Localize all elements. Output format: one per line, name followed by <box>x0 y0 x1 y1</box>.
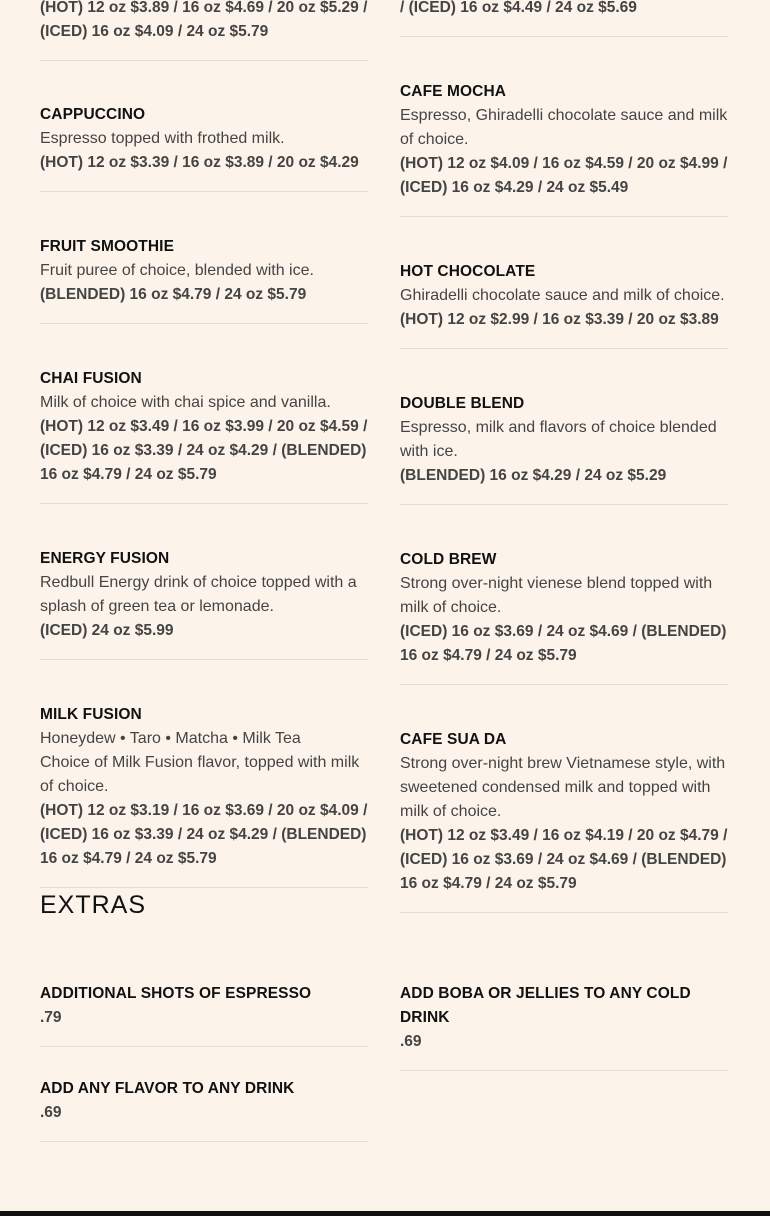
menu-item-chai-fusion <box>40 367 368 504</box>
item-flavors: Honeydew • Taro • Matcha • Milk Tea <box>40 730 301 747</box>
menu-item-cafe-mocha <box>400 80 728 217</box>
menu-column-right <box>400 0 728 956</box>
item-name: CAFE SUA DA <box>400 731 507 748</box>
menu-item-cappuccino <box>40 103 368 192</box>
extra-item-boba-jellies <box>400 982 728 1071</box>
item-price: (HOT) 12 oz $3.89 / 16 oz $4.69 / 20 oz $5.29 / (ICED) 16 oz $4.09 / 24 oz $5.79 <box>40 0 368 40</box>
item-description: Espresso topped with frothed milk. <box>40 130 285 147</box>
item-description: Choice of Milk Fusion flavor, topped with milk of choice. <box>40 754 360 795</box>
item-price: (HOT) 12 oz $3.39 / 16 oz $3.89 / 20 oz $4.29 <box>40 154 359 171</box>
footer-bar <box>0 1211 770 1216</box>
menu-item-fruit-smoothie <box>40 235 368 324</box>
item-name: CHAI FUSION <box>40 370 142 387</box>
item-price: .79 <box>40 1009 62 1026</box>
item-price: .69 <box>40 1104 62 1121</box>
menu-item-hot-chocolate <box>400 260 728 349</box>
item-name: ADD ANY FLAVOR TO ANY DRINK <box>40 1080 295 1097</box>
extra-item-flavor <box>40 1077 368 1142</box>
item-name: CAFE MOCHA <box>400 83 507 100</box>
item-price: / (ICED) 16 oz $4.49 / 24 oz $5.69 <box>400 0 637 16</box>
item-price: (ICED) 16 oz $3.69 / 24 oz $4.69 / (BLENDED) 16 oz $4.79 / 24 oz $5.79 <box>400 623 727 664</box>
item-name: ADDITIONAL SHOTS OF ESPRESSO <box>40 985 312 1002</box>
item-description: Strong over-night vienese blend topped with milk of choice. <box>400 575 713 616</box>
item-price: (HOT) 12 oz $3.49 / 16 oz $3.99 / 20 oz $4.59 / (ICED) 16 oz $3.39 / 24 oz $4.29 / (BLENDED) 16 oz $4.79 / 24 oz $5.79 <box>40 418 368 483</box>
item-description: Redbull Energy drink of choice topped with a splash of green tea or lemonade. <box>40 574 357 615</box>
item-name: ENERGY FUSION <box>40 550 170 567</box>
menu-item-cold-brew <box>400 548 728 685</box>
item-price: (HOT) 12 oz $2.99 / 16 oz $3.39 / 20 oz $3.89 <box>400 311 719 328</box>
menu-item-cafe-sua-da <box>400 728 728 913</box>
item-price: (BLENDED) 16 oz $4.29 / 24 oz $5.29 <box>400 467 667 484</box>
item-price: (BLENDED) 16 oz $4.79 / 24 oz $5.79 <box>40 286 307 303</box>
section-title-extras: EXTRAS <box>40 891 147 919</box>
item-description: Strong over-night brew Vietnamese style, with sweetened condensed milk and topped with milk of choice. <box>400 755 726 820</box>
item-name: DOUBLE BLEND <box>400 395 525 412</box>
menu-item-milk-fusion <box>40 703 368 888</box>
item-price: (HOT) 12 oz $4.09 / 16 oz $4.59 / 20 oz $4.99 / (ICED) 16 oz $4.29 / 24 oz $5.49 <box>400 155 728 196</box>
item-description: Espresso, milk and flavors of choice blended with ice. <box>400 419 717 460</box>
item-name: FRUIT SMOOTHIE <box>40 238 175 255</box>
item-price: (HOT) 12 oz $3.19 / 16 oz $3.69 / 20 oz $4.09 / (ICED) 16 oz $3.39 / 24 oz $4.29 / (BLENDED) 16 oz $4.79 / 24 oz $5.79 <box>40 802 368 867</box>
menu-column-left <box>40 0 368 931</box>
menu-item <box>40 0 368 61</box>
item-price: (ICED) 24 oz $5.99 <box>40 622 174 639</box>
item-price: .69 <box>400 1033 422 1050</box>
item-name: COLD BREW <box>400 551 497 568</box>
item-description: Fruit puree of choice, blended with ice. <box>40 262 314 279</box>
item-name: CAPPUCCINO <box>40 106 146 123</box>
item-description: Ghiradelli chocolate sauce and milk of choice. <box>400 287 725 304</box>
item-price: (HOT) 12 oz $3.49 / 16 oz $4.19 / 20 oz $4.79 / (ICED) 16 oz $3.69 / 24 oz $4.69 / (BLENDED) 16 oz $4.79 / 24 oz $5.79 <box>400 827 728 892</box>
item-name: HOT CHOCOLATE <box>400 263 536 280</box>
menu-item-double-blend <box>400 392 728 505</box>
item-name: ADD BOBA OR JELLIES TO ANY COLD DRINK <box>400 985 691 1026</box>
item-description: Milk of choice with chai spice and vanilla. <box>40 394 331 411</box>
menu-item-energy-fusion <box>40 547 368 660</box>
item-description: Espresso, Ghiradelli chocolate sauce and milk of choice. <box>400 107 728 148</box>
extra-item-espresso-shots <box>40 982 368 1047</box>
item-name: MILK FUSION <box>40 706 142 723</box>
menu-item <box>400 0 728 37</box>
